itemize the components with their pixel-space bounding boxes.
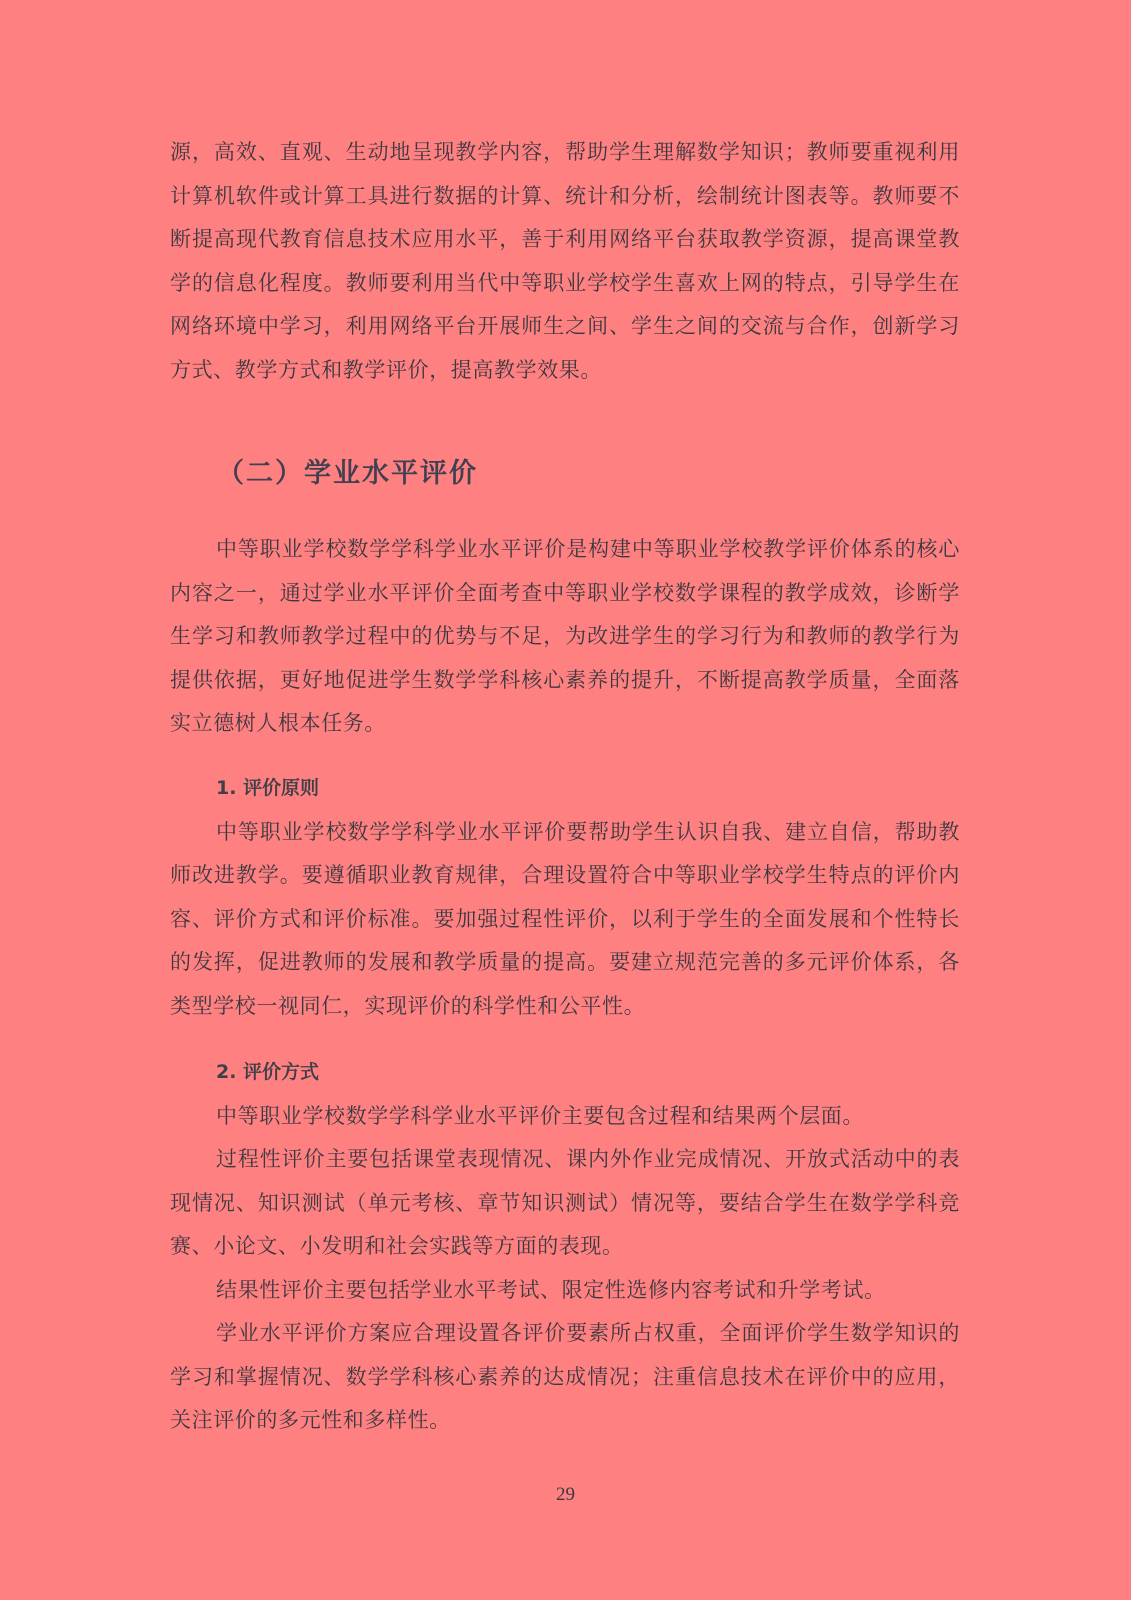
section-heading: （二）学业水平评价 [217,458,478,489]
page-number: 29 [556,1484,575,1505]
subsection-paragraph: 中等职业学校数学学科学业水平评价主要包含过程和结果两个层面。 [216,1103,864,1128]
intro-paragraph: 源，高效、直观、生动地呈现教学内容，帮助学生理解数学知识；教师要重视利用计算机软件或计算工具进行数据的计算、统计和分析，绘制统计图表等。教师要不断提高现代教育信息技术应用水平，善于利用网络平台获取教学资源，提高课堂教学的信息化程度。教师要利用当代中等职业学校学生喜欢上网的特点，引导学生在网络环境中学习，利用网络平台开展师生之间、学生之间的交流与合作，创新学习方式、教学方式和教学评价，提高教学效果。 [170,140,960,382]
subsection-paragraph: 中等职业学校数学学科学业水平评价要帮助学生认识自我、建立自信，帮助教师改进教学。要遵循职业教育规律，合理设置符合中等职业学校学生特点的评价内容、评价方式和评价标准。要加强过程性评价，以利于学生的全面发展和个性特长的发挥，促进教师的发展和教学质量的提高。要建立规范完善的多元评价体系，各类型学校一视同仁，实现评价的科学性和公平性。 [170,819,960,1018]
subsection-paragraph: 过程性评价主要包括课堂表现情况、课内外作业完成情况、开放式活动中的表现情况、知识测试（单元考核、章节知识测试）情况等，要结合学生在数学学科竞赛、小论文、小发明和社会实践等方面的表现。 [170,1147,960,1258]
subsection-paragraph: 结果性评价主要包括学业水平考试、限定性选修内容考试和升学考试。 [216,1277,886,1302]
subsection-evaluation-principles [170,767,960,1028]
subsection-heading: 1. 评价原则 [216,777,320,799]
subsection-heading: 2. 评价方式 [216,1061,320,1083]
section-intro-paragraph: 中等职业学校数学学科学业水平评价是构建中等职业学校教学评价体系的核心内容之一，通过学业水平评价全面考查中等职业学校数学课程的教学成效，诊断学生学习和教师教学过程中的优势与不足，为改进学生的学习行为和教师的教学行为提供依据，更好地促进学生数学学科核心素养的提升，不断提高教学质量，全面落实立德树人根本任务。 [170,537,960,735]
subsection-evaluation-methods [170,1051,960,1443]
subsection-paragraph: 学业水平评价方案应合理设置各评价要素所占权重，全面评价学生数学知识的学习和掌握情况、数学学科核心素养的达成情况；注重信息技术在评价中的应用，关注评价的多元性和多样性。 [170,1321,960,1432]
